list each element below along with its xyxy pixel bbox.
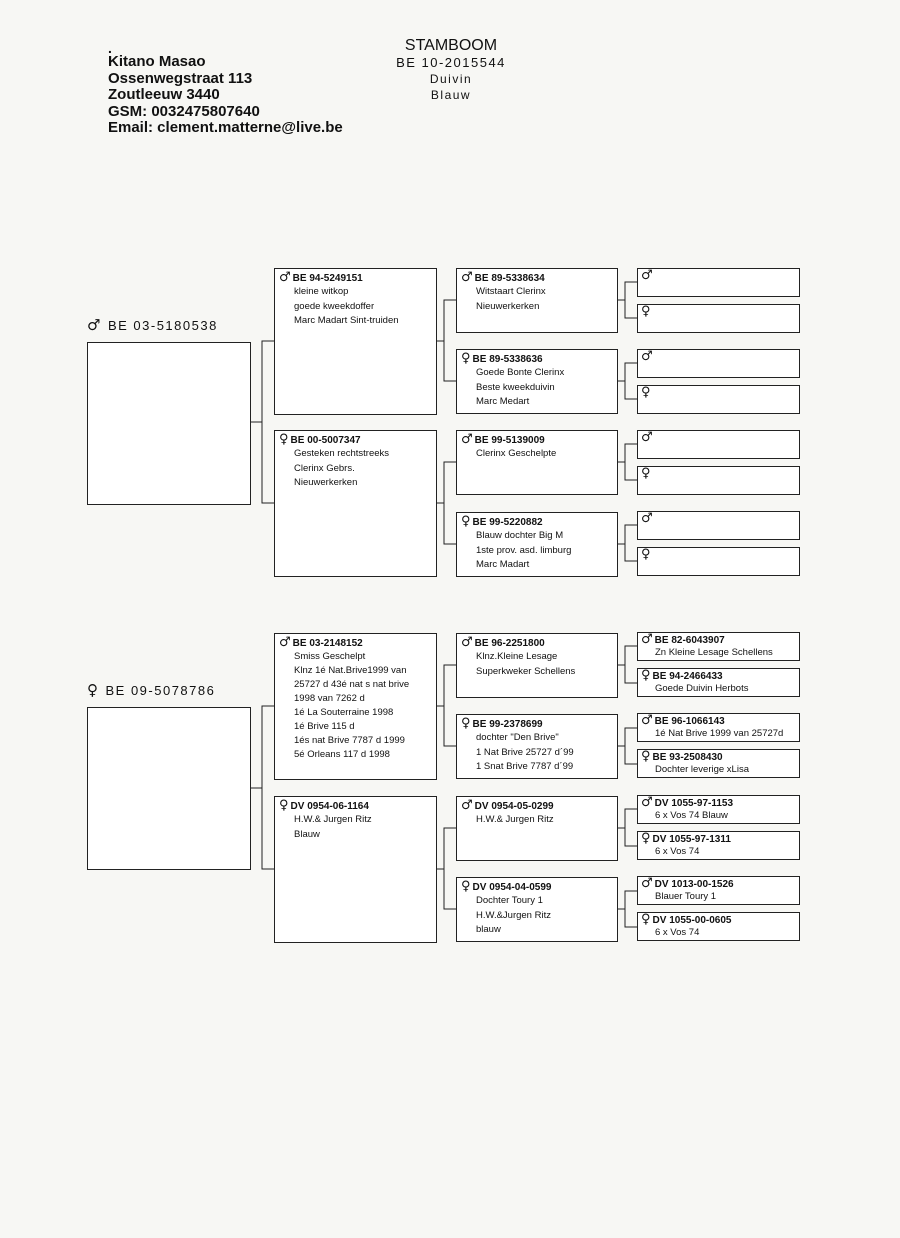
pedigree-box-ggp-16 bbox=[637, 912, 800, 941]
header-dot: . bbox=[108, 40, 112, 56]
pedigree-box-gp-2 bbox=[456, 349, 618, 414]
pedigree-box-gp-5 bbox=[456, 633, 618, 698]
info-line: Nieuwerkerken bbox=[294, 477, 358, 488]
connector-father-f-gp bbox=[436, 462, 456, 544]
connector-ggp-5 bbox=[617, 646, 637, 683]
pedigree-box-gp-8 bbox=[456, 877, 618, 942]
female-icon: ♀ bbox=[641, 749, 651, 764]
info-line: 1ste prov. asd. limburg bbox=[476, 544, 572, 556]
info-line: 1é Brive 115 d bbox=[294, 721, 355, 732]
pedigree-box-gp-7 bbox=[456, 796, 618, 861]
male-icon: ♂ bbox=[641, 876, 653, 891]
pedigree-box-father-dam bbox=[274, 430, 437, 577]
female-icon: ♀ bbox=[279, 432, 289, 447]
ring-number: BE 82-6043907 bbox=[654, 635, 725, 646]
male-icon: ♂ bbox=[641, 713, 653, 728]
female-icon: ♀ bbox=[641, 668, 651, 683]
pigeon-ring: BE 10-2015544 bbox=[396, 55, 506, 70]
info-line: Goede Duivin Herbots bbox=[655, 683, 749, 694]
male-icon: ♂ bbox=[641, 632, 653, 647]
pedigree-box-ggp-15 bbox=[637, 876, 800, 905]
owner-name: Kitano Masao bbox=[108, 53, 206, 70]
pedigree-box-ggp-13 bbox=[637, 795, 800, 824]
connector-ggp-4 bbox=[617, 525, 637, 561]
pedigree-box-ggp-5 bbox=[637, 430, 800, 459]
pedigree-box-ggp-7 bbox=[637, 511, 800, 540]
pedigree-box-gp-4 bbox=[456, 512, 618, 577]
female-icon: ♀ bbox=[641, 547, 651, 562]
info-line: blauw bbox=[476, 924, 501, 935]
female-icon: ♀ bbox=[641, 304, 651, 319]
info-line: Superkweker Schellens bbox=[476, 665, 576, 677]
male-icon: ♂ bbox=[641, 349, 653, 364]
ring-number: BE 99-5139009 bbox=[474, 435, 545, 446]
ring-number: DV 0954-04-0599 bbox=[472, 882, 552, 893]
pedigree-box-ggp-14 bbox=[637, 831, 800, 860]
ring-number: BE 94-5249151 bbox=[292, 273, 363, 284]
info-line: 1 Snat Brive 7787 d´99 bbox=[476, 761, 574, 772]
info-line: Marc Medart bbox=[476, 396, 530, 407]
pedigree-box-ggp-8 bbox=[637, 547, 800, 576]
info-line: 6 x Vos 74 Blauw bbox=[655, 810, 728, 821]
male-icon: ♂ bbox=[461, 635, 473, 650]
info-line: Witstaart Clerinx bbox=[476, 286, 546, 297]
info-line: Dochter leverige xLisa bbox=[655, 764, 749, 775]
pedigree-box-ggp-4 bbox=[637, 385, 800, 414]
info-line: Nieuwerkerken bbox=[476, 300, 540, 312]
female-icon: ♀ bbox=[87, 681, 100, 699]
father-label bbox=[87, 316, 218, 334]
connector-father-parents bbox=[250, 341, 274, 503]
pedigree-box-ggp-3 bbox=[637, 349, 800, 378]
mother-ring: BE 09-5078786 bbox=[105, 683, 216, 698]
ring-number: DV 0954-05-0299 bbox=[474, 801, 554, 812]
female-icon: ♀ bbox=[461, 879, 471, 894]
info-line: goede kweekdoffer bbox=[294, 300, 375, 312]
ring-number: DV 0954-06-1164 bbox=[290, 801, 369, 812]
pedigree-box-ggp-12 bbox=[637, 749, 800, 778]
info-line: dochter "Den Brive" bbox=[476, 732, 559, 743]
male-icon: ♂ bbox=[461, 270, 473, 285]
info-line: Beste kweekduivin bbox=[476, 381, 555, 393]
pedigree-box-ggp-1 bbox=[637, 268, 800, 297]
female-icon: ♀ bbox=[461, 351, 471, 366]
owner-street: Ossenwegstraat 113 bbox=[108, 69, 253, 87]
male-icon: ♂ bbox=[461, 798, 473, 813]
pedigree-box-mother-dam bbox=[274, 796, 437, 943]
ring-number: DV 1013-00-1526 bbox=[654, 879, 734, 890]
owner-email: Email: clement.matterne@live.be bbox=[108, 119, 343, 136]
ring-number: DV 1055-97-1153 bbox=[654, 798, 734, 809]
info-line: Gesteken rechtstreeks bbox=[294, 448, 390, 459]
pedigree-box-gp-3 bbox=[456, 430, 618, 495]
female-icon: ♀ bbox=[279, 798, 289, 813]
ring-number: DV 1055-00-0605 bbox=[652, 915, 732, 926]
info-line: H.W.& Jurgen Ritz bbox=[294, 814, 372, 825]
connector-ggp-3 bbox=[617, 444, 637, 480]
info-line: Marc Madart bbox=[476, 559, 530, 570]
male-icon: ♂ bbox=[461, 432, 473, 447]
connector-mother-m-gp bbox=[436, 665, 456, 746]
father-ring: BE 03-5180538 bbox=[107, 318, 218, 333]
pedigree-box-father-sire bbox=[274, 268, 437, 415]
info-line: Marc Madart Sint-truiden bbox=[294, 315, 399, 326]
female-icon: ♀ bbox=[641, 466, 651, 481]
male-icon: ♂ bbox=[87, 316, 102, 334]
info-line: 1é Nat Brive 1999 van 25727d bbox=[655, 728, 784, 739]
ring-number: DV 1055-97-1311 bbox=[652, 834, 731, 845]
info-line: 6 x Vos 74 bbox=[655, 927, 700, 938]
ring-number: BE 03-2148152 bbox=[292, 638, 363, 649]
info-line: Smiss Geschelpt bbox=[294, 651, 366, 662]
connector-father-m-gp bbox=[436, 300, 456, 381]
pedigree-box-mother-sire bbox=[274, 633, 437, 780]
info-line: 5é Orleans 117 d 1998 bbox=[294, 749, 390, 760]
ring-number: BE 89-5338636 bbox=[472, 354, 543, 365]
pedigree-box-ggp-11 bbox=[637, 713, 800, 742]
document-title: STAMBOOM bbox=[404, 37, 498, 54]
female-icon: ♀ bbox=[461, 514, 471, 529]
pedigree-box-ggp-9 bbox=[637, 632, 800, 661]
pedigree-box-gp-6 bbox=[456, 714, 618, 779]
owner-city: Zoutleeuw 3440 bbox=[108, 86, 220, 103]
info-line: Blauer Toury 1 bbox=[655, 891, 717, 902]
ring-number: BE 99-2378699 bbox=[472, 719, 543, 730]
info-line: Goede Bonte Clerinx bbox=[476, 367, 565, 378]
female-icon: ♀ bbox=[641, 912, 651, 927]
pigeon-color: Blauw bbox=[430, 88, 472, 102]
ring-number: BE 99-5220882 bbox=[472, 517, 543, 528]
ring-number: BE 96-1066143 bbox=[654, 716, 725, 727]
male-icon: ♂ bbox=[279, 635, 291, 650]
pigeon-type: Duivin bbox=[429, 72, 473, 86]
info-line: Clerinx Gebrs. bbox=[294, 462, 355, 474]
info-line: Blauw dochter Big M bbox=[476, 530, 564, 541]
father-photo-box bbox=[87, 342, 251, 505]
female-icon: ♀ bbox=[641, 385, 651, 400]
male-icon: ♂ bbox=[641, 511, 653, 526]
connector-ggp-6 bbox=[617, 728, 637, 764]
pedigree-box-ggp-10 bbox=[637, 668, 800, 697]
info-line: Klnz 1é Nat.Brive1999 van bbox=[294, 665, 407, 676]
owner-gsm: GSM: 0032475807640 bbox=[108, 102, 260, 120]
male-icon: ♂ bbox=[279, 270, 291, 285]
ring-number: BE 93-2508430 bbox=[652, 752, 723, 763]
connector-mother-parents bbox=[250, 706, 274, 869]
connector-ggp-7 bbox=[617, 809, 637, 846]
ring-number: BE 94-2466433 bbox=[652, 671, 723, 682]
connector-mother-f-gp bbox=[436, 828, 456, 909]
male-icon: ♂ bbox=[641, 430, 653, 445]
mother-photo-box bbox=[87, 707, 251, 870]
info-line: Klnz.Kleine Lesage bbox=[476, 651, 558, 662]
ring-number: BE 89-5338634 bbox=[474, 273, 545, 284]
info-line: 1 Nat Brive 25727 d´99 bbox=[476, 746, 574, 758]
female-icon: ♀ bbox=[461, 716, 471, 731]
ring-number: BE 96-2251800 bbox=[474, 638, 545, 649]
male-icon: ♂ bbox=[641, 268, 653, 283]
info-line: 1és nat Brive 7787 d 1999 bbox=[294, 735, 405, 746]
pedigree-box-ggp-2 bbox=[637, 304, 800, 333]
info-line: kleine witkop bbox=[294, 286, 349, 297]
info-line: 6 x Vos 74 bbox=[655, 846, 700, 857]
mother-label bbox=[87, 681, 215, 699]
info-line: Blauw bbox=[294, 828, 320, 840]
info-line: H.W.& Jurgen Ritz bbox=[476, 814, 554, 825]
info-line: Zn Kleine Lesage Schellens bbox=[655, 647, 773, 658]
ring-number: BE 00-5007347 bbox=[290, 435, 361, 446]
connector-ggp-8 bbox=[617, 891, 637, 927]
pedigree-box-ggp-6 bbox=[637, 466, 800, 495]
info-line: 25727 d 43é nat s nat brive bbox=[294, 679, 410, 690]
info-line: Clerinx Geschelpte bbox=[476, 448, 557, 459]
info-line: Dochter Toury 1 bbox=[476, 895, 543, 906]
pedigree-box-gp-1 bbox=[456, 268, 618, 333]
info-line: 1998 van 7262 d bbox=[294, 693, 365, 704]
info-line: H.W.&Jurgen Ritz bbox=[476, 909, 551, 921]
female-icon: ♀ bbox=[641, 831, 651, 846]
connector-ggp-1 bbox=[617, 282, 637, 318]
connector-ggp-2 bbox=[617, 363, 637, 399]
info-line: 1é La Souterraine 1998 bbox=[294, 707, 394, 718]
male-icon: ♂ bbox=[641, 795, 653, 810]
